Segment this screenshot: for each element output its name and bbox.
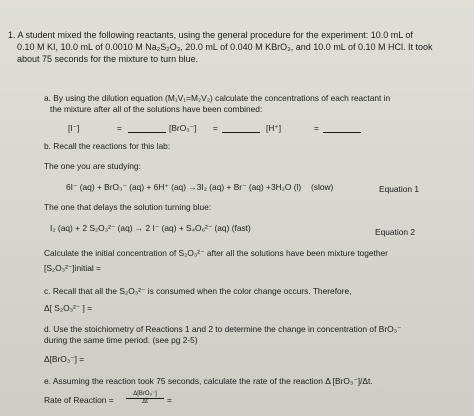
iodide-answer-blank[interactable] — [128, 132, 166, 133]
part-d-line-2: during the same time period. (see pg 2-5) — [44, 335, 198, 345]
rate-fraction — [126, 391, 164, 406]
equation-2: I₂ (aq) + 2 S₂O₃²⁻ (aq) → 2 I⁻ (aq) + S₄O₆²⁻ (aq) (fast) — [50, 223, 251, 233]
iodide-label: [I⁻] — [68, 123, 80, 133]
equation-1-speed: (slow) — [311, 182, 334, 192]
problem-line-3: about 75 seconds for the mixture to turn blue. — [17, 54, 199, 64]
part-c-line-2: Δ[ S₂O₃²⁻ ] = — [44, 303, 93, 313]
hydrogen-equals: = — [314, 123, 319, 133]
rate-fraction-denominator: Δt — [142, 399, 148, 405]
calc-line-1: Calculate the initial concentration of S₂O₃²⁻ after all the solutions have been mixture together — [44, 248, 388, 258]
hydrogen-label: [H⁺] — [266, 123, 282, 133]
part-b-heading: b. Recall the reactions for this lab: — [44, 141, 171, 151]
part-d-line-1: d. Use the stoichiometry of Reactions 1 and 2 to determine the change in concentration of BrO₃⁻ — [44, 324, 402, 334]
problem-line-2: 0.10 M KI, 10.0 mL of 0.0010 M Na₂S₂O₃, 20.0 mL of 0.040 M KBrO₃, and 10.0 mL of 0.10 M HCl. It took — [17, 42, 433, 52]
bromate-equals: = — [213, 123, 218, 133]
rate-label: Rate of Reaction = — [44, 395, 114, 405]
problem-line-1: 1. A student mixed the following reactants, using the general procedure for the experiment: 10.0 mL of — [8, 30, 413, 40]
bromate-label: [BrO₃⁻] — [169, 123, 197, 133]
part-c-line-1: c. Recall that all the S₂O₃²⁻ is consumed when the color change occurs. Therefore, — [44, 286, 352, 296]
equation-2-name: Equation 2 — [375, 227, 416, 237]
hydrogen-answer-blank[interactable] — [323, 132, 361, 133]
part-d-line-3: Δ[BrO₃⁻] = — [44, 354, 85, 364]
calc-line-2: [S₂O₃²⁻]initial = — [44, 263, 101, 273]
equation-1: 6I⁻ (aq) + BrO₃⁻ (aq) + 6H⁺ (aq) →3I₂ (aq) + Br⁻ (aq) +3H₂O (l) — [66, 182, 302, 192]
iodide-equals: = — [117, 123, 122, 133]
rate-equals: = — [167, 395, 172, 405]
equation-1-name: Equation 1 — [379, 184, 420, 194]
part-a-line-2: the mixture after all of the solutions have been combined: — [50, 104, 263, 114]
rate-fraction-numerator: Δ[BrO₃⁻] — [126, 391, 164, 399]
delay-label: The one that delays the solution turning blue: — [44, 202, 212, 212]
studying-label: The one you are studying: — [44, 161, 141, 171]
part-e-line-1: e. Assuming the reaction took 75 seconds, calculate the rate of the reaction Δ [BrO₃⁻]/Δt. — [44, 376, 373, 386]
part-a-line-1: a. By using the dilution equation (M₁V₁=M₂V₂) calculate the concentrations of each reactant in — [44, 93, 391, 103]
bromate-answer-blank[interactable] — [222, 132, 260, 133]
